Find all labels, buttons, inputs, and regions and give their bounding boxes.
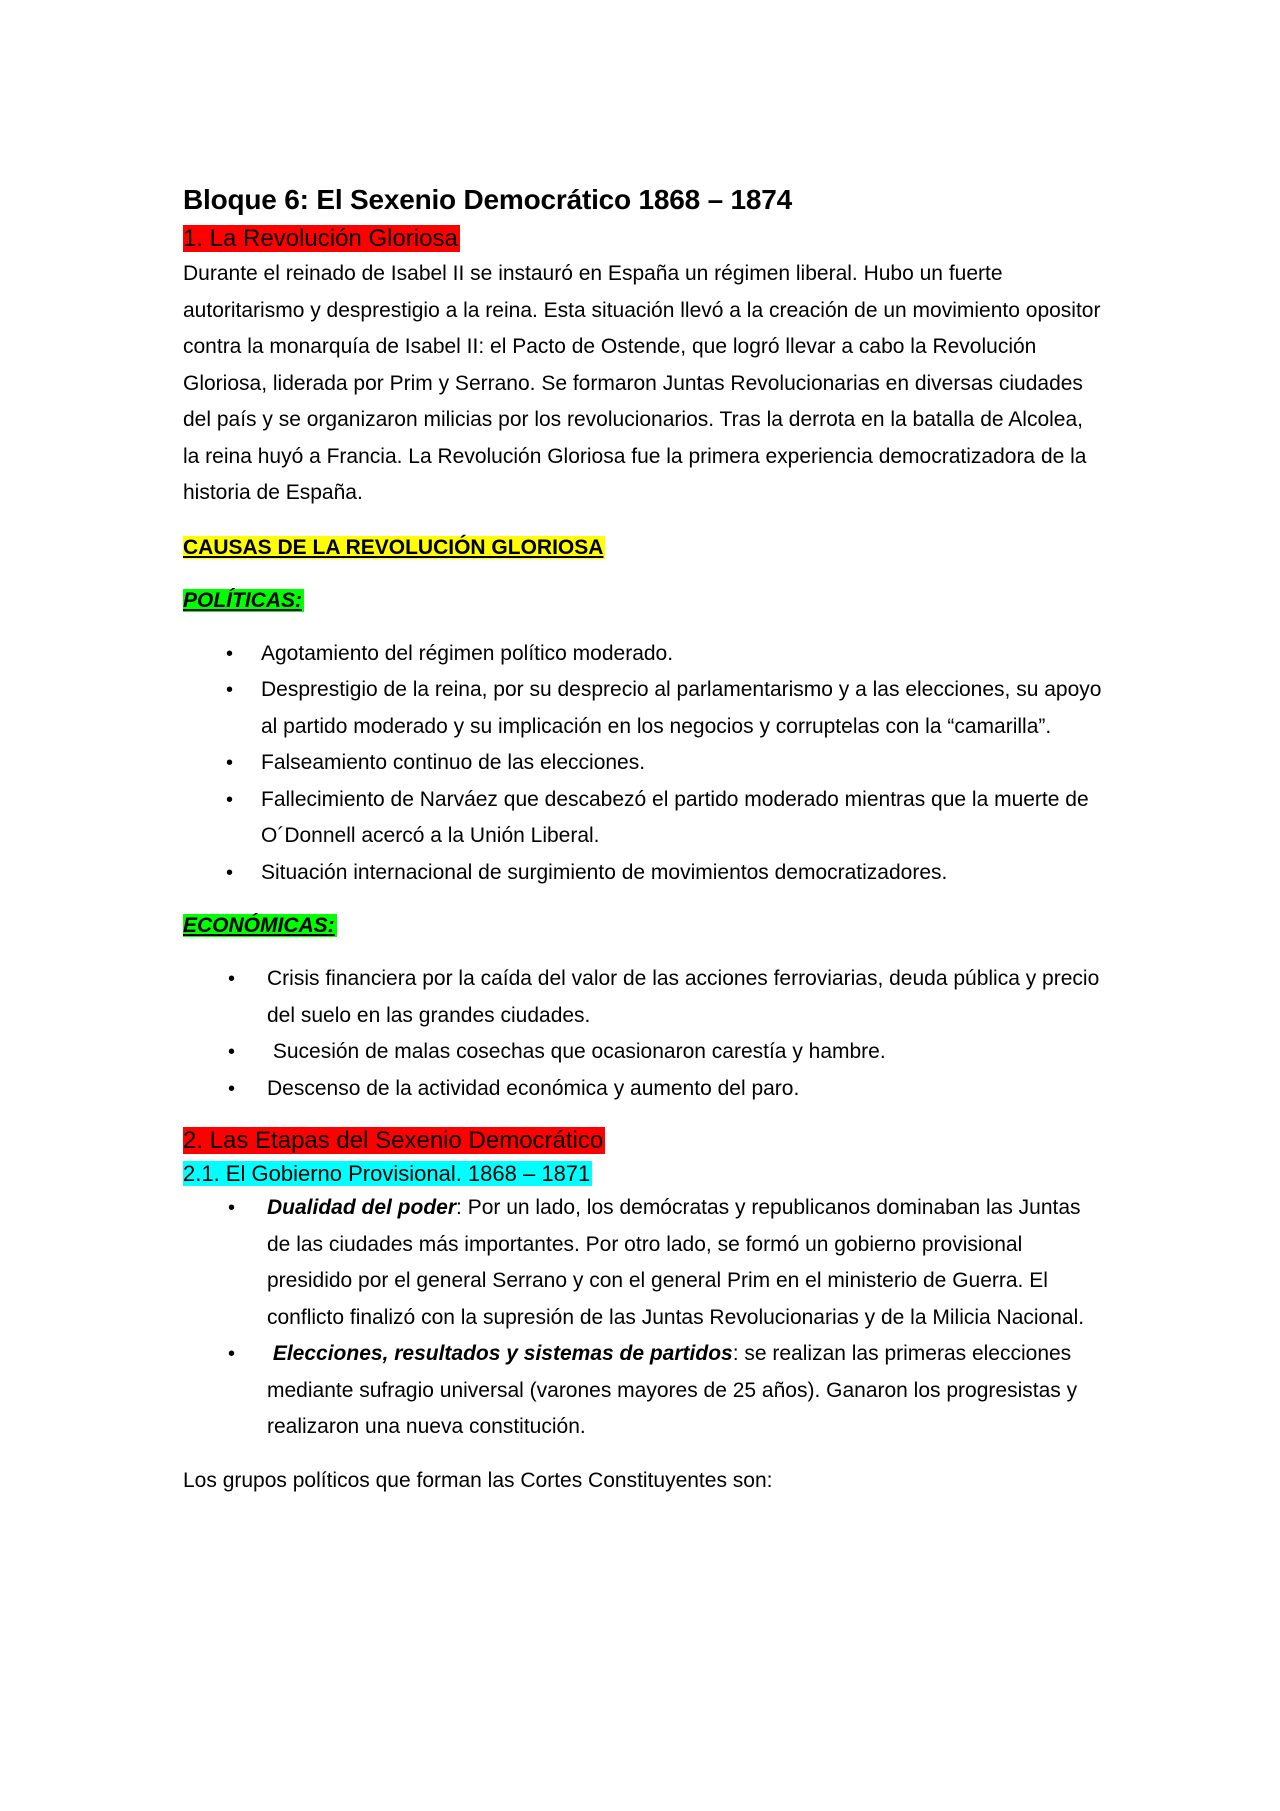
- list-item: [183, 1190, 1103, 1336]
- subsection-2-1-heading-text: 2.1. El Gobierno Provisional. 1868 – 1871: [183, 1161, 591, 1186]
- bullet-icon: •: [226, 861, 234, 884]
- document-title: Bloque 6: El Sexenio Democrático 1868 – 1874: [183, 184, 793, 215]
- section-2-heading-text: 2. Las Etapas del Sexenio Democrático: [183, 1127, 604, 1154]
- subsection-2-1-heading: [183, 1158, 1103, 1190]
- list-item: [183, 672, 1103, 745]
- list-item-text: Crisis financiera por la caída del valor de las acciones ferroviarias, deuda pública y precio del suelo en las grandes ciudades.: [267, 967, 1100, 1027]
- list-item: [183, 745, 1103, 782]
- list-item-term: Dualidad del poder: [267, 1196, 457, 1219]
- list-item: [183, 636, 1103, 673]
- list-item: [183, 1071, 1103, 1108]
- list-item-text: : se realizan las primeras elecciones mediante sufragio universal (varones mayores de 25 años). Ganaron los progresistas y realizaron una nueva constitución.: [267, 1342, 1078, 1438]
- list-item-text: Desprestigio de la reina, por su desprecio al parlamentarismo y a las elecciones, su apoyo al partido moderado y su implicación en los negocios y corruptelas con la “camarilla”.: [261, 678, 1102, 738]
- causes-heading-text: CAUSAS DE LA REVOLUCIÓN GLORIOSA: [183, 535, 604, 559]
- political-causes-list: [183, 636, 1103, 892]
- list-item-text: Situación internacional de surgimiento de movimientos democratizadores.: [261, 860, 948, 884]
- political-causes-heading-text: POLÍTICAS:: [183, 588, 302, 612]
- list-item: [183, 855, 1103, 892]
- bullet-icon: •: [228, 968, 236, 990]
- bullet-icon: •: [226, 788, 234, 811]
- list-item-text: Fallecimiento de Narváez que descabezó el partido moderado mientras que la muerte de O´Donnell acercó a la Unión Liberal.: [261, 787, 1089, 847]
- bullet-icon: •: [228, 1343, 236, 1365]
- list-item-text: Falseamiento continuo de las elecciones.: [261, 751, 646, 774]
- bullet-icon: •: [228, 1041, 236, 1063]
- list-item-term: Elecciones, resultados y sistemas de partidos: [267, 1342, 733, 1365]
- section-2-heading: [183, 1124, 1103, 1158]
- economic-causes-list: [183, 961, 1103, 1107]
- list-item: [183, 1034, 1103, 1071]
- causes-heading: [183, 530, 1103, 566]
- section-1-paragraph: Durante el reinado de Isabel II se instauró en España un régimen liberal. Hubo un fuerte autoritarismo y desprestigio a la reina. Esta situación llevó a la creación de un movimiento opositor contra la monarquía de Isabel II: el Pacto de Ostende, que logró llevar a cabo la Revolución Gloriosa, liderada por Prim y Serrano. Se formaron Juntas Revolucionarias en diversas ciudades del país y se organizaron milicias por los revolucionarios. Tras la derrota en la batalla de Alcolea, la reina huyó a Francia. La Revolución Gloriosa fue la primera experiencia democratizadora de la historia de España.: [183, 262, 1101, 504]
- bullet-icon: •: [226, 679, 234, 701]
- bullet-icon: •: [228, 1197, 236, 1219]
- economic-causes-heading: [183, 908, 1103, 944]
- bullet-icon: •: [226, 752, 234, 774]
- list-item-text: : Por un lado, los demócratas y republicanos dominaban las Juntas de las ciudades más importantes. Por otro lado, se formó un gobierno provisional presidido por el general Serrano y con el general Prim en el ministerio de Guerra. El conflicto finalizó con la supresión de las Juntas Revolucionarias y de la Milicia Nacional.: [267, 1196, 1085, 1329]
- bullet-icon: •: [228, 1077, 236, 1100]
- list-item-text: Descenso de la actividad económica y aumento del paro.: [267, 1076, 800, 1100]
- provisional-government-list: [183, 1190, 1103, 1446]
- document-page: [183, 180, 1103, 1499]
- list-item: [183, 782, 1103, 855]
- section-1-heading: [183, 222, 1103, 256]
- section-1-heading-text: 1. La Revolución Gloriosa: [183, 225, 458, 252]
- bullet-icon: •: [226, 642, 234, 665]
- list-item-text: Sucesión de malas cosechas que ocasionaron carestía y hambre.: [267, 1040, 886, 1063]
- economic-causes-heading-text: ECONÓMICAS:: [183, 914, 335, 937]
- list-item: [183, 961, 1103, 1034]
- closing-paragraph: Los grupos políticos que forman las Cortes Constituyentes son:: [183, 1468, 773, 1492]
- section-2: [183, 1124, 1103, 1499]
- list-item-text: Agotamiento del régimen político moderado.: [261, 641, 674, 665]
- list-item: [183, 1336, 1103, 1446]
- political-causes-heading: [183, 583, 1103, 619]
